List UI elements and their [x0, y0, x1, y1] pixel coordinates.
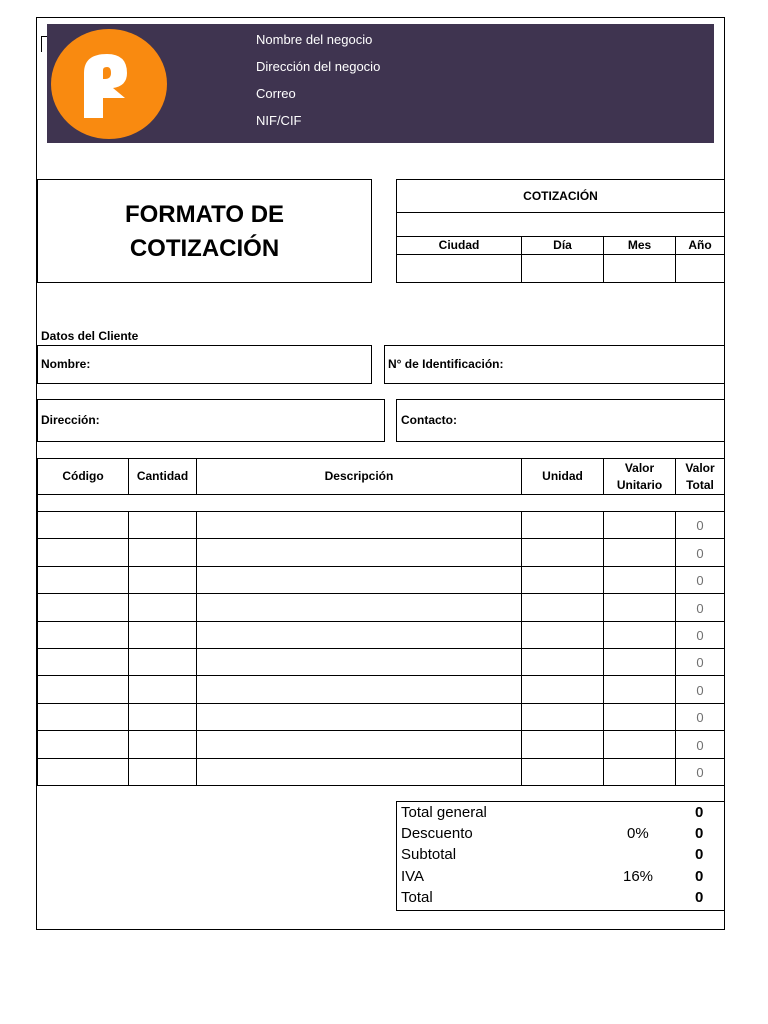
total-general-label: Total general [401, 804, 487, 821]
logo-mark-icon [51, 29, 167, 139]
item-cell-total-value: 0 [675, 675, 725, 704]
item-cell-total-value: 0 [675, 730, 725, 759]
item-cell-unit-value[interactable] [603, 758, 676, 786]
title-line-2: COTIZACIÓN [129, 235, 280, 262]
item-cell-quantity[interactable] [128, 758, 197, 786]
client-id-field[interactable] [384, 345, 725, 384]
item-cell-code[interactable] [37, 566, 129, 594]
item-cell-unit[interactable] [521, 593, 604, 622]
client-address-field[interactable] [37, 399, 385, 442]
item-cell-unit-value[interactable] [603, 703, 676, 731]
item-cell-quantity[interactable] [128, 593, 197, 622]
item-cell-unit-value[interactable] [603, 511, 676, 539]
discount-value: 0 [695, 825, 704, 842]
item-cell-total-value: 0 [675, 703, 725, 731]
item-cell-quantity[interactable] [128, 730, 197, 759]
item-cell-unit[interactable] [521, 758, 604, 786]
item-cell-description[interactable] [196, 566, 522, 594]
client-section-label: Datos del Cliente [41, 329, 139, 343]
item-cell-total-value: 0 [675, 621, 725, 649]
item-cell-code[interactable] [37, 703, 129, 731]
item-cell-code[interactable] [37, 648, 129, 676]
title-line-1: FORMATO DE [124, 201, 285, 228]
item-cell-unit[interactable] [521, 511, 604, 539]
item-cell-code[interactable] [37, 621, 129, 649]
item-cell-unit[interactable] [521, 648, 604, 676]
item-cell-description[interactable] [196, 758, 522, 786]
city-header: Ciudad [396, 236, 522, 255]
day-header: Día [521, 236, 604, 255]
client-id-label: N° de Identificación: [388, 357, 504, 371]
month-field[interactable] [603, 254, 676, 283]
item-cell-code[interactable] [37, 730, 129, 759]
iva-percent: 16% [623, 868, 654, 885]
iva-label: IVA [401, 868, 425, 885]
item-cell-code[interactable] [37, 593, 129, 622]
quote-heading: COTIZACIÓN [396, 179, 725, 213]
item-cell-description[interactable] [196, 538, 522, 567]
item-cell-quantity[interactable] [128, 703, 197, 731]
item-cell-total-value: 0 [675, 538, 725, 567]
client-address-label: Dirección: [41, 413, 100, 427]
year-header: Año [675, 236, 725, 255]
item-cell-unit-value[interactable] [603, 621, 676, 649]
item-cell-total-value: 0 [675, 593, 725, 622]
item-cell-unit[interactable] [521, 730, 604, 759]
item-cell-code[interactable] [37, 675, 129, 704]
item-cell-code[interactable] [37, 538, 129, 567]
discount-label: Descuento [401, 825, 473, 842]
col-header-quantity: Cantidad [128, 458, 197, 495]
business-name: Nombre del negocio [256, 32, 373, 47]
city-field[interactable] [396, 254, 522, 283]
item-cell-total-value: 0 [675, 511, 725, 539]
item-cell-quantity[interactable] [128, 621, 197, 649]
item-cell-total-value: 0 [675, 758, 725, 786]
item-cell-code[interactable] [37, 511, 129, 539]
col-header-code: Código [37, 458, 129, 495]
table-spacer-row [37, 494, 725, 512]
total-general-value: 0 [695, 804, 704, 821]
item-cell-total-value: 0 [675, 566, 725, 594]
item-cell-unit-value[interactable] [603, 648, 676, 676]
item-cell-unit-value[interactable] [603, 675, 676, 704]
col-header-unit: Unidad [521, 458, 604, 495]
totals-box [396, 801, 725, 911]
day-field[interactable] [521, 254, 604, 283]
item-cell-quantity[interactable] [128, 566, 197, 594]
page-title [37, 179, 372, 283]
company-logo [51, 29, 167, 139]
business-address: Dirección del negocio [256, 59, 381, 74]
item-cell-description[interactable] [196, 703, 522, 731]
item-cell-unit[interactable] [521, 703, 604, 731]
item-cell-unit-value[interactable] [603, 538, 676, 567]
item-cell-description[interactable] [196, 675, 522, 704]
item-cell-description[interactable] [196, 730, 522, 759]
item-cell-unit-value[interactable] [603, 593, 676, 622]
subtotal-label: Subtotal [401, 846, 457, 863]
business-tax-id: NIF/CIF [256, 113, 302, 128]
item-cell-unit-value[interactable] [603, 566, 676, 594]
client-contact-field[interactable] [396, 399, 725, 442]
subtotal-value: 0 [695, 846, 704, 863]
item-cell-description[interactable] [196, 593, 522, 622]
item-cell-code[interactable] [37, 758, 129, 786]
year-field[interactable] [675, 254, 725, 283]
item-cell-description[interactable] [196, 648, 522, 676]
item-cell-quantity[interactable] [128, 675, 197, 704]
item-cell-unit[interactable] [521, 538, 604, 567]
client-name-field[interactable] [37, 345, 372, 384]
business-email: Correo [256, 86, 296, 101]
col-header-description: Descripción [196, 458, 522, 495]
month-header: Mes [603, 236, 676, 255]
client-contact-label: Contacto: [401, 413, 457, 427]
item-cell-unit-value[interactable] [603, 730, 676, 759]
item-cell-description[interactable] [196, 621, 522, 649]
total-value: 0 [695, 889, 704, 906]
client-name-label: Nombre: [41, 357, 91, 371]
item-cell-quantity[interactable] [128, 648, 197, 676]
quote-number-field[interactable] [396, 212, 725, 237]
col-header-unit-value: Valor Unitario [603, 458, 676, 495]
item-cell-unit[interactable] [521, 566, 604, 594]
item-cell-quantity[interactable] [128, 511, 197, 539]
item-cell-quantity[interactable] [128, 538, 197, 567]
discount-percent: 0% [627, 825, 649, 842]
item-cell-description[interactable] [196, 511, 522, 539]
item-cell-total-value: 0 [675, 648, 725, 676]
item-cell-unit[interactable] [521, 621, 604, 649]
col-header-total-value: Valor Total [675, 458, 725, 495]
total-label: Total [401, 889, 433, 906]
iva-value: 0 [695, 868, 704, 885]
item-cell-unit[interactable] [521, 675, 604, 704]
